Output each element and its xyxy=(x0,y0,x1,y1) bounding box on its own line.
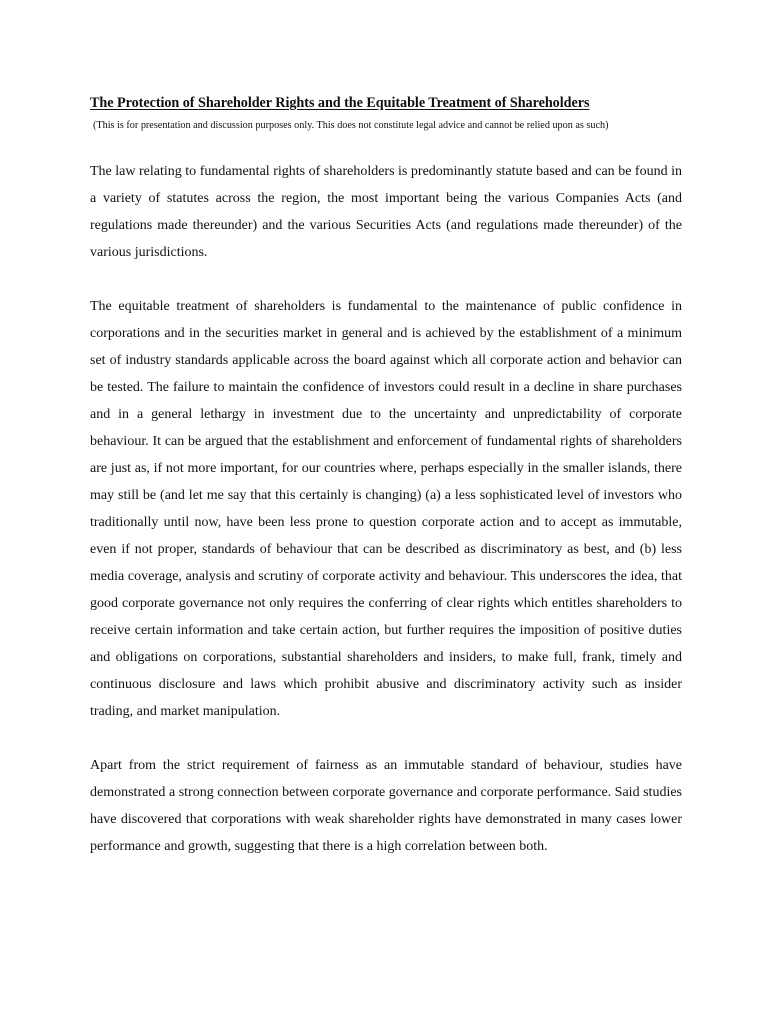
paragraph-governance-performance: Apart from the strict requirement of fairness as an immutable standard of behaviour, studies have demonstrated a strong connection between corporate governance and corporate performance. Said studies have discovered that corporations with weak shareholder rights have demonstrated in many cases lower performance and growth, suggesting that there is a high correlation between both. xyxy=(90,758,682,854)
document-page xyxy=(90,92,682,860)
disclaimer-text: (This is for presentation and discussion purposes only. This does not constitute legal advice and cannot be relied upon as such) xyxy=(93,120,609,131)
paragraph-equitable-treatment: The equitable treatment of shareholders is fundamental to the maintenance of public confidence in corporations and in the securities market in general and is achieved by the establishment of a minimum set of industry standards applicable across the board against which all corporate action and behavior can be tested. The failure to maintain the confidence of investors could result in a decline in share purchases and in a general lethargy in investment due to the uncertainty and unpredictability of corporate behaviour. It can be argued that the establishment and enforcement of fundamental rights of shareholders are just as, if not more important, for our countries where, perhaps especially in the smaller islands, there may still be (and let me say that this certainly is changing) (a) a less sophisticated level of investors who traditionally until now, have been less prone to question corporate action and to accept as immutable, even if not proper, standards of behaviour that can be described as discriminatory as best, and (b) less media coverage, analysis and scrutiny of corporate activity and behaviour. This underscores the idea, that good corporate governance not only requires the conferring of clear rights which entitles shareholders to receive certain information and take certain action, but further requires the imposition of positive duties and obligations on corporations, substantial shareholders and insiders, to make full, frank, timely and continuous disclosure and laws which prohibit abusive and discriminatory activity such as insider trading, and market manipulation. xyxy=(90,299,682,719)
document-title: The Protection of Shareholder Rights and the Equitable Treatment of Shareholders xyxy=(90,95,590,111)
paragraph-statute-basis: The law relating to fundamental rights of shareholders is predominantly statute based and can be found in a variety of statutes across the region, the most important being the various Companies Acts (and regulations made thereunder) and the various Securities Acts (and regulations made thereunder) of the various jurisdictions. xyxy=(90,164,682,260)
